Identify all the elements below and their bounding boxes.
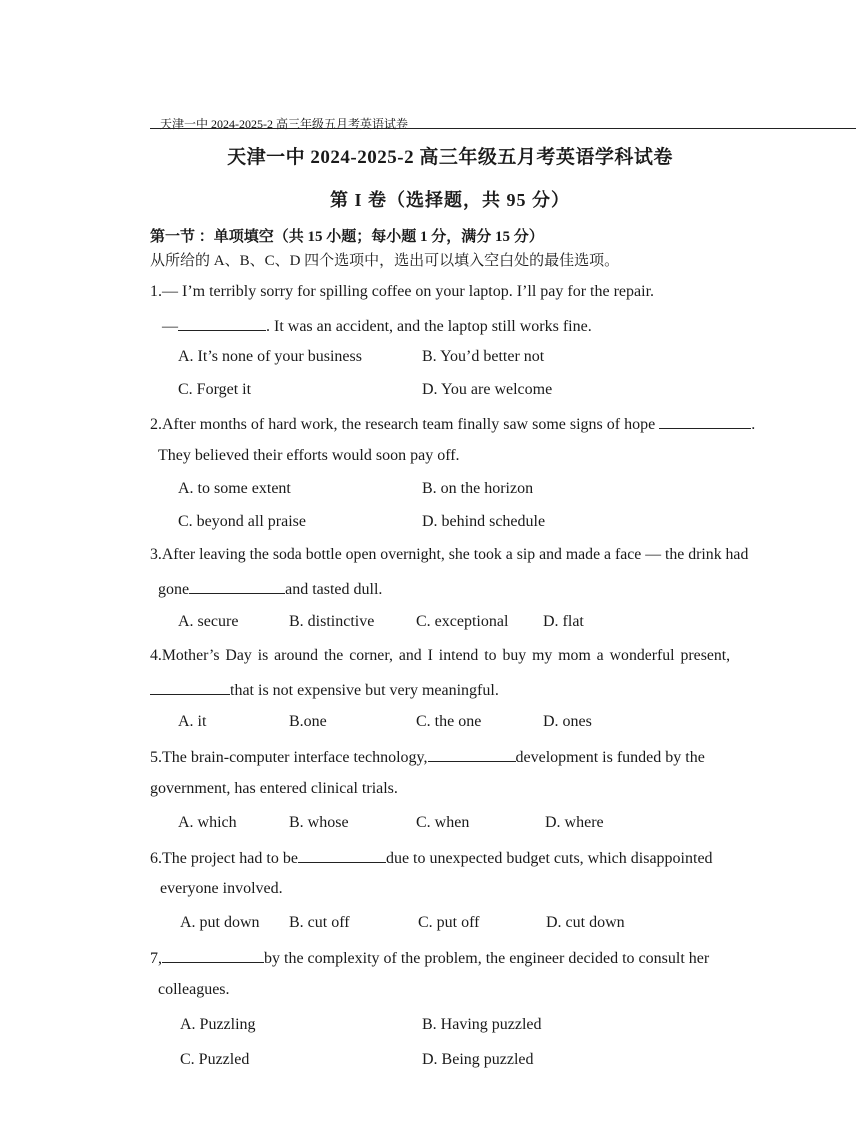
q1-option-b[interactable]: B. You’d better not	[422, 348, 545, 365]
q4-line2	[150, 680, 499, 700]
q7-number: 7,	[150, 950, 162, 967]
q4-option-d[interactable]: D. ones	[543, 713, 592, 730]
q1-option-c[interactable]: C. Forget it	[178, 381, 252, 398]
q7-option-c[interactable]: C. Puzzled	[180, 1051, 250, 1068]
q6-option-c[interactable]: C. put off	[418, 914, 480, 931]
q6-option-b[interactable]: B. cut off	[289, 914, 350, 931]
q1-dash: —	[162, 318, 178, 335]
header-rule	[150, 128, 856, 129]
q5-line1	[150, 747, 705, 767]
q7-option-d[interactable]: D. Being puzzled	[422, 1051, 534, 1068]
q7-blank	[162, 948, 264, 963]
q7-option-b[interactable]: B. Having puzzled	[422, 1016, 542, 1033]
q3-gone: gone	[158, 581, 190, 598]
q7-line1-suffix: by the complexity of the problem, the engineer decided to consult her	[264, 950, 710, 967]
part-title: 第 I 卷（选择题，共 95 分）	[329, 190, 570, 210]
q2-option-c[interactable]: C. beyond all praise	[178, 513, 306, 530]
q2-period: .	[751, 416, 756, 433]
running-header: 天津一中 2024-2025-2 高三年级五月考英语试卷	[160, 117, 408, 131]
q5-option-c[interactable]: C. when	[416, 814, 470, 831]
q5-option-b[interactable]: B. whose	[289, 814, 349, 831]
q1-line2-text: . It was an accident, and the laptop still works fine.	[266, 318, 592, 335]
q3-line2-text: and tasted dull.	[285, 581, 383, 598]
q5-option-a[interactable]: A. which	[178, 814, 237, 831]
q3-option-c[interactable]: C. exceptional	[416, 613, 509, 630]
q2-option-d[interactable]: D. behind schedule	[422, 513, 546, 530]
q4-option-a[interactable]: A. it	[178, 713, 207, 730]
exam-title: 天津一中 2024-2025-2 高三年级五月考英语学科试卷	[227, 147, 673, 168]
q4-option-c[interactable]: C. the one	[416, 713, 482, 730]
q3-blank	[189, 579, 285, 594]
q5-line2: government, has entered clinical trials.	[150, 780, 398, 797]
q5-option-d[interactable]: D. where	[545, 814, 604, 831]
q2-option-a[interactable]: A. to some extent	[178, 480, 291, 497]
q6-line1-suffix: due to unexpected budget cuts, which disappointed	[385, 850, 713, 867]
q2-line1	[150, 414, 755, 434]
q3-option-d[interactable]: D. flat	[543, 613, 584, 630]
q2-blank	[659, 414, 751, 429]
q3-line1: 3.After leaving the soda bottle open overnight, she took a sip and made a face — the drink had	[150, 546, 749, 563]
q1-line1: 1.— I’m terribly sorry for spilling coffee on your laptop. I’ll pay for the repair.	[150, 283, 655, 300]
q5-line1-text: 5.The brain-computer interface technology,	[150, 749, 428, 766]
q6-option-d[interactable]: D. cut down	[546, 914, 625, 931]
q6-line1-text: 6.The project had to be	[150, 850, 298, 867]
q1-blank	[178, 316, 266, 331]
q6-blank	[298, 848, 386, 863]
q3-option-b[interactable]: B. distinctive	[289, 613, 375, 630]
q4-blank	[150, 680, 230, 695]
q4-line2-text: that is not expensive but very meaningful.	[230, 682, 499, 699]
q3-option-a[interactable]: A. secure	[178, 613, 239, 630]
q7-option-a[interactable]: A. Puzzling	[180, 1016, 256, 1033]
q5-blank	[428, 747, 516, 762]
q4-line1: 4.Mother’s Day is around the corner, and I intend to buy my mom a wonderful present,	[150, 647, 731, 664]
section-heading: 第一节 ：单项填空（共 15 小题；每小题 1 分，满分 15 分）	[150, 229, 544, 245]
q6-option-a[interactable]: A. put down	[180, 914, 260, 931]
q3-line2	[158, 579, 382, 599]
q7-line2: colleagues.	[158, 981, 230, 998]
q5-line1-suffix: development is funded by the	[515, 749, 705, 766]
q1-option-d[interactable]: D. You are welcome	[422, 381, 553, 398]
q1-option-a[interactable]: A. It’s none of your business	[178, 348, 362, 365]
q7-line1	[150, 948, 709, 968]
q2-option-b[interactable]: B. on the horizon	[422, 480, 534, 497]
q6-line2: everyone involved.	[160, 880, 283, 897]
section-instruction: 从所给的 A、B、C、D 四个选项中，选出可以填入空白处的最佳选项。	[150, 253, 620, 269]
q2-line1-text: 2.After months of hard work, the research team finally saw some signs of hope	[150, 416, 656, 433]
q2-line2: They believed their efforts would soon pay off.	[158, 447, 460, 464]
q4-option-b[interactable]: B.one	[289, 713, 327, 730]
q6-line1	[150, 848, 713, 868]
q1-line2	[162, 316, 592, 336]
